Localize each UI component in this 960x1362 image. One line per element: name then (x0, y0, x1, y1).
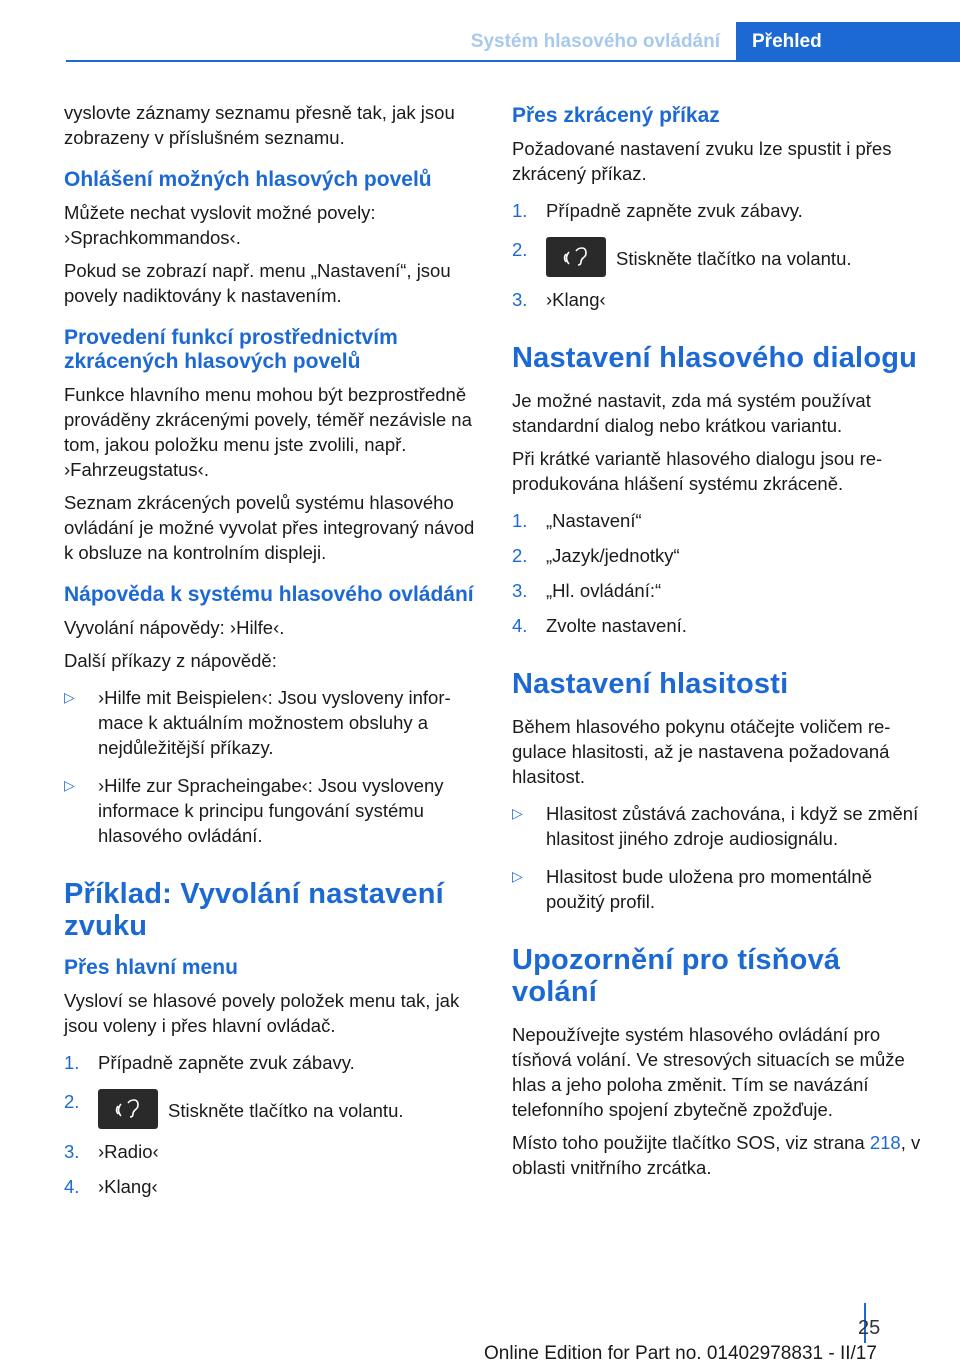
dialog-text-2: Při krátké variantě hlasového dialogu jsou reprodukována hlášení systému zkráceně. (512, 448, 883, 494)
triangle-bullet-icon: ▷ (64, 689, 75, 705)
page-header (66, 22, 960, 62)
dialog-steps (512, 508, 927, 638)
main-menu-steps (64, 1050, 484, 1199)
emergency-text-1: Nepoužívejte systém hlasového ovládání pro tísňová volání. Ve stresových situacích se může hlas a jeho poloha změnit. Tím se navázání telefonního spojení zbytečně zpožďuje. (512, 1024, 905, 1120)
heading-voice-dialog: Nastavení hlasového dialogu (512, 342, 918, 374)
shortcut-steps (512, 198, 927, 312)
edition-text: Online Edition for Part no. 01402978831 - II/17 (484, 1343, 877, 1362)
list-item: 2. „Jazyk/jednotky“ (512, 545, 680, 566)
voice-button-icon (98, 1089, 158, 1129)
announce-text-1: Můžete nechat vyslovit možné povely: ›Sprachkommandos‹. (64, 202, 376, 248)
heading-emergency: Upozornění pro tísňová volání (512, 944, 841, 1008)
voice-button-icon (546, 237, 606, 277)
volume-text: Během hlasového pokynu otáčejte voličem regulace hlasitosti, až je nastavena požadovaná hlasitost. (512, 716, 891, 787)
short-text-1: Funkce hlavního menu mohou být bezprostředně prováděny zkrácenými povely, téměř nezávisle na tom, jakou položku menu jste zvolili, např. ›Fahrzeugstatus‹. (64, 384, 472, 480)
list-item: 1. Případně zapněte zvuk zábavy. (512, 200, 803, 221)
triangle-bullet-icon: ▷ (64, 777, 75, 793)
list-item: 3. „Hl. ovládání:“ (512, 580, 662, 601)
section-title: Systém hlasového ovládání (470, 31, 720, 52)
intro-text: vyslovte záznamy seznamu přesně tak, jak jsou zobrazeny v příslušném seznamu. (64, 102, 455, 148)
help-text-2: Další příkazy z nápovědě: (64, 650, 277, 671)
list-item: 4. ›Klang‹ (64, 1176, 158, 1197)
heading-main-menu: Přes hlavní menu (64, 956, 238, 979)
shortcut-text: Požadované nastavení zvuku lze spustit i přes zkrácený příkaz. (512, 138, 892, 184)
list-item: 2. Stiskněte tlačítko na volantu. (64, 1089, 484, 1129)
list-item: 2. Stiskněte tlačítko na volantu. (512, 237, 927, 277)
list-item: 4. Zvolte nastavení. (512, 615, 687, 636)
announce-text-2: Pokud se zobrazí např. menu „Nastavení“, jsou povely nadiktovány k nastavením. (64, 260, 451, 306)
page-link[interactable]: 218 (869, 1132, 901, 1153)
heading-help: Nápověda k systému hlasového ovládání (64, 583, 474, 606)
heading-announce-commands: Ohlášení možných hlasových povelů (64, 168, 432, 191)
list-item: ▷ Hlasitost bude uložena pro momentálně použitý profil. (512, 866, 872, 912)
help-text-1: Vyvolání nápovědy: ›Hilfe‹. (64, 617, 285, 638)
page-number: 25 (858, 1317, 881, 1339)
triangle-bullet-icon: ▷ (512, 868, 523, 884)
left-column (64, 100, 484, 1209)
volume-list (512, 801, 927, 914)
dialog-text-1: Je možné nastavit, zda má systém používat standardní dialog nebo krátkou variantu. (512, 390, 871, 436)
list-item: 1. „Nastavení“ (512, 510, 642, 531)
tab-overview[interactable]: Přehled (736, 22, 960, 62)
triangle-bullet-icon: ▷ (512, 805, 523, 821)
list-item: 3. ›Klang‹ (512, 289, 606, 310)
help-list (64, 685, 484, 848)
main-menu-text: Vysloví se hlasové povely položek menu tak, jak jsou voleny i přes hlavní ovládač. (64, 990, 460, 1036)
list-item: ▷ ›Hilfe zur Spracheingabe‹: Jsou vysloveny informace k principu fungování systému hlasového ovládání. (64, 775, 444, 846)
list-item: 3. ›Radio‹ (64, 1141, 159, 1162)
emergency-text-2: Místo toho použijte tlačítko SOS, viz strana 218, v oblasti vnitřního zrcátka. (512, 1132, 921, 1178)
heading-volume: Nastavení hlasitosti (512, 668, 789, 700)
list-item: ▷ Hlasitost zůstává zachována, i když se změní hlasitost jiného zdroje audiosignálu. (512, 803, 919, 849)
heading-shortcut: Přes zkrácený příkaz (512, 104, 720, 127)
short-text-2: Seznam zkrácených povelů systému hlasového ovládání je možné vyvolat přes integrovaný návod k obsluze na kontrolním displeji. (64, 492, 475, 563)
list-item: 1. Případně zapněte zvuk zábavy. (64, 1052, 355, 1073)
heading-example-sound: Příklad: Vyvolání nastavení zvuku (64, 878, 444, 942)
right-column (512, 100, 927, 1188)
heading-short-commands: Provedení funkcí prostřednictvím zkrácených hlasových povelů (64, 326, 398, 373)
list-item: ▷ ›Hilfe mit Beispielen‹: Jsou vysloveny informace k aktuálním možnostem obsluhy a nejdůležitější příkazy. (64, 687, 451, 758)
header-rule (66, 60, 960, 62)
